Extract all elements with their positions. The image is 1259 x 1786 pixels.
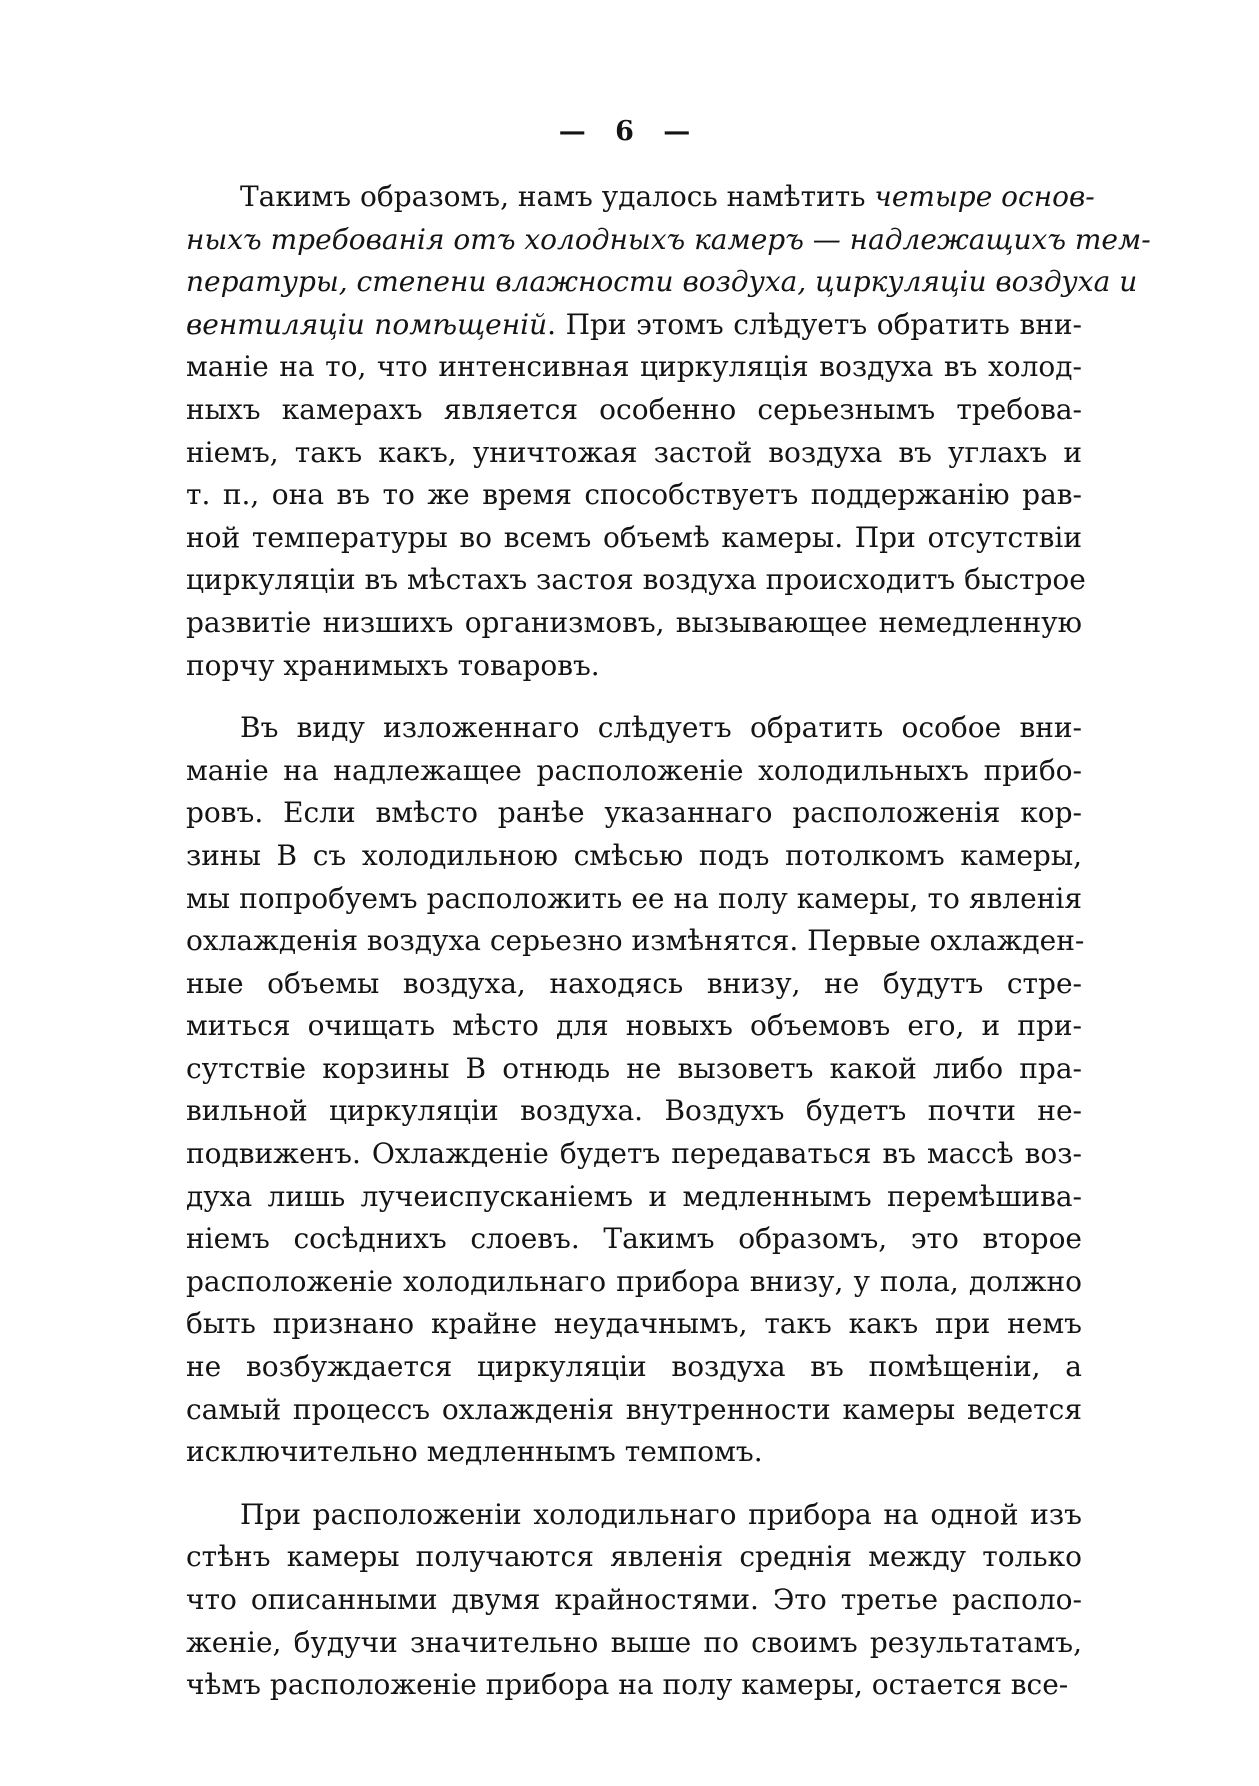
text-line [186, 1005, 1082, 1048]
text-line [186, 602, 1082, 645]
text-line [186, 1176, 1082, 1219]
text-line [186, 219, 1151, 262]
text-line [186, 1431, 1082, 1474]
body-text [186, 176, 1151, 1707]
text-run: При расположеніи холодильнаго прибора на одной изъ [240, 1497, 1082, 1531]
text-line [186, 389, 1082, 432]
text-run: подвиженъ. Охлажденіе будетъ передаваться въ массѣ воз- [186, 1137, 1082, 1171]
text-run: циркуляціи въ мѣстахъ застоя воздуха происходитъ быстрое [186, 563, 1086, 597]
page-number: — 6 — [558, 116, 701, 147]
text-run: расположеніе холодильнаго прибора внизу, у пола, должно [186, 1264, 1082, 1298]
text-run: ніемъ сосѣднихъ слоевъ. Такимъ образомъ, это второе [186, 1222, 1082, 1256]
text-run: вильной циркуляціи воздуха. Воздухъ будетъ почти не- [186, 1094, 1082, 1128]
text-line [186, 474, 1082, 517]
text-run: т. п., она въ то же время способствуетъ поддержанію рав- [186, 478, 1082, 512]
text-run: что описанными двумя крайностями. Это третье располо- [186, 1583, 1082, 1616]
text-run: ровъ. Если вмѣсто ранѣе указаннаго расположенія кор- [186, 796, 1082, 830]
text-run: исключительно медленнымъ темпомъ. [186, 1435, 763, 1469]
text-line [186, 750, 1082, 793]
text-line [186, 645, 1082, 688]
text-line [186, 559, 1086, 602]
text-line [186, 963, 1082, 1006]
text-run: Такимъ образомъ, намъ удалось намѣтить [240, 180, 875, 213]
text-run: сутствіе корзины В отнюдь не вызоветъ какой либо пра- [186, 1051, 1082, 1085]
text-line [186, 176, 1095, 219]
text-line [186, 707, 1082, 750]
text-line [186, 517, 1082, 560]
text-line [186, 346, 1082, 389]
italic-run: вентиляціи помѣщеній [186, 307, 548, 341]
text-line [186, 1622, 1082, 1665]
paragraph [186, 1494, 1082, 1707]
text-line [186, 920, 1085, 963]
text-run: ные объемы воздуха, находясь внизу, не будутъ стре- [186, 966, 1082, 1000]
text-line [186, 1536, 1082, 1579]
text-line [186, 304, 1082, 347]
text-run: маніе на то, что интенсивная циркуляція воздуха въ холод- [186, 350, 1082, 384]
text-run: чѣмъ расположеніе прибора на полу камеры, остается все- [186, 1668, 1069, 1702]
text-line [186, 1389, 1082, 1432]
paragraph [186, 707, 1085, 1474]
text-run: порчу хранимыхъ товаровъ. [186, 648, 600, 682]
paragraph-gap [186, 1474, 1082, 1494]
italic-run: четыре основ- [874, 180, 1095, 213]
italic-run: ныхъ требованія отъ холодныхъ камеръ — надлежащихъ тем- [186, 222, 1151, 256]
text-run: миться очищать мѣсто для новыхъ объемовъ его, и при- [186, 1009, 1082, 1043]
text-line [186, 1664, 1082, 1707]
paragraph [186, 176, 1151, 687]
text-run: Въ виду изложеннаго слѣдуетъ обратить особое вни- [240, 711, 1082, 745]
text-run: . При этомъ слѣдуетъ обратить вни- [547, 307, 1082, 341]
text-line [186, 1090, 1082, 1133]
text-run: женіе, будучи значительно выше по своимъ результатамъ, [186, 1625, 1082, 1659]
text-line [186, 1261, 1082, 1304]
text-line [186, 261, 1138, 304]
text-run: ніемъ, такъ какъ, уничтожая застой воздуха въ углахъ и [186, 435, 1082, 469]
text-run: охлажденія воздуха серьезно измѣнятся. Первые охлажден- [186, 924, 1085, 958]
text-line [186, 1579, 1082, 1622]
text-run: ныхъ камерахъ является особенно серьезнымъ требова- [186, 392, 1082, 426]
text-line [186, 1303, 1082, 1346]
text-run: зины В съ холодильною смѣсью подъ потолкомъ камеры, [186, 838, 1082, 872]
text-line [186, 835, 1082, 878]
text-line [186, 432, 1082, 475]
text-line [186, 1494, 1082, 1537]
text-line [186, 1218, 1082, 1261]
text-run: мы попробуемъ расположить ее на полу камеры, то явленія [186, 881, 1082, 915]
text-line [186, 1048, 1082, 1091]
text-run: самый процессъ охлажденія внутренности камеры ведется [186, 1392, 1082, 1426]
text-run: не возбуждается циркуляціи воздуха въ помѣщеніи, а [186, 1350, 1082, 1384]
text-run: развитіе низшихъ организмовъ, вызывающее немедленную [186, 605, 1082, 639]
text-line [186, 792, 1082, 835]
text-run: быть признано крайне неудачнымъ, такъ какъ при немъ [186, 1307, 1082, 1341]
paragraph-gap [186, 687, 1082, 707]
text-run: стѣнъ камеры получаются явленія среднія между только [186, 1540, 1082, 1574]
text-run: ной температуры во всемъ объемѣ камеры. При отсутствіи [186, 520, 1082, 554]
italic-run: пературы, степени влажности воздуха, циркуляціи воздуха и [186, 265, 1138, 299]
text-line [186, 878, 1082, 921]
text-run: маніе на надлежащее расположеніе холодильныхъ прибо- [186, 753, 1082, 787]
text-line [186, 1346, 1082, 1389]
text-run: духа лишь лучеиспусканіемъ и медленнымъ перемѣшива- [186, 1179, 1082, 1213]
text-line [186, 1133, 1082, 1176]
